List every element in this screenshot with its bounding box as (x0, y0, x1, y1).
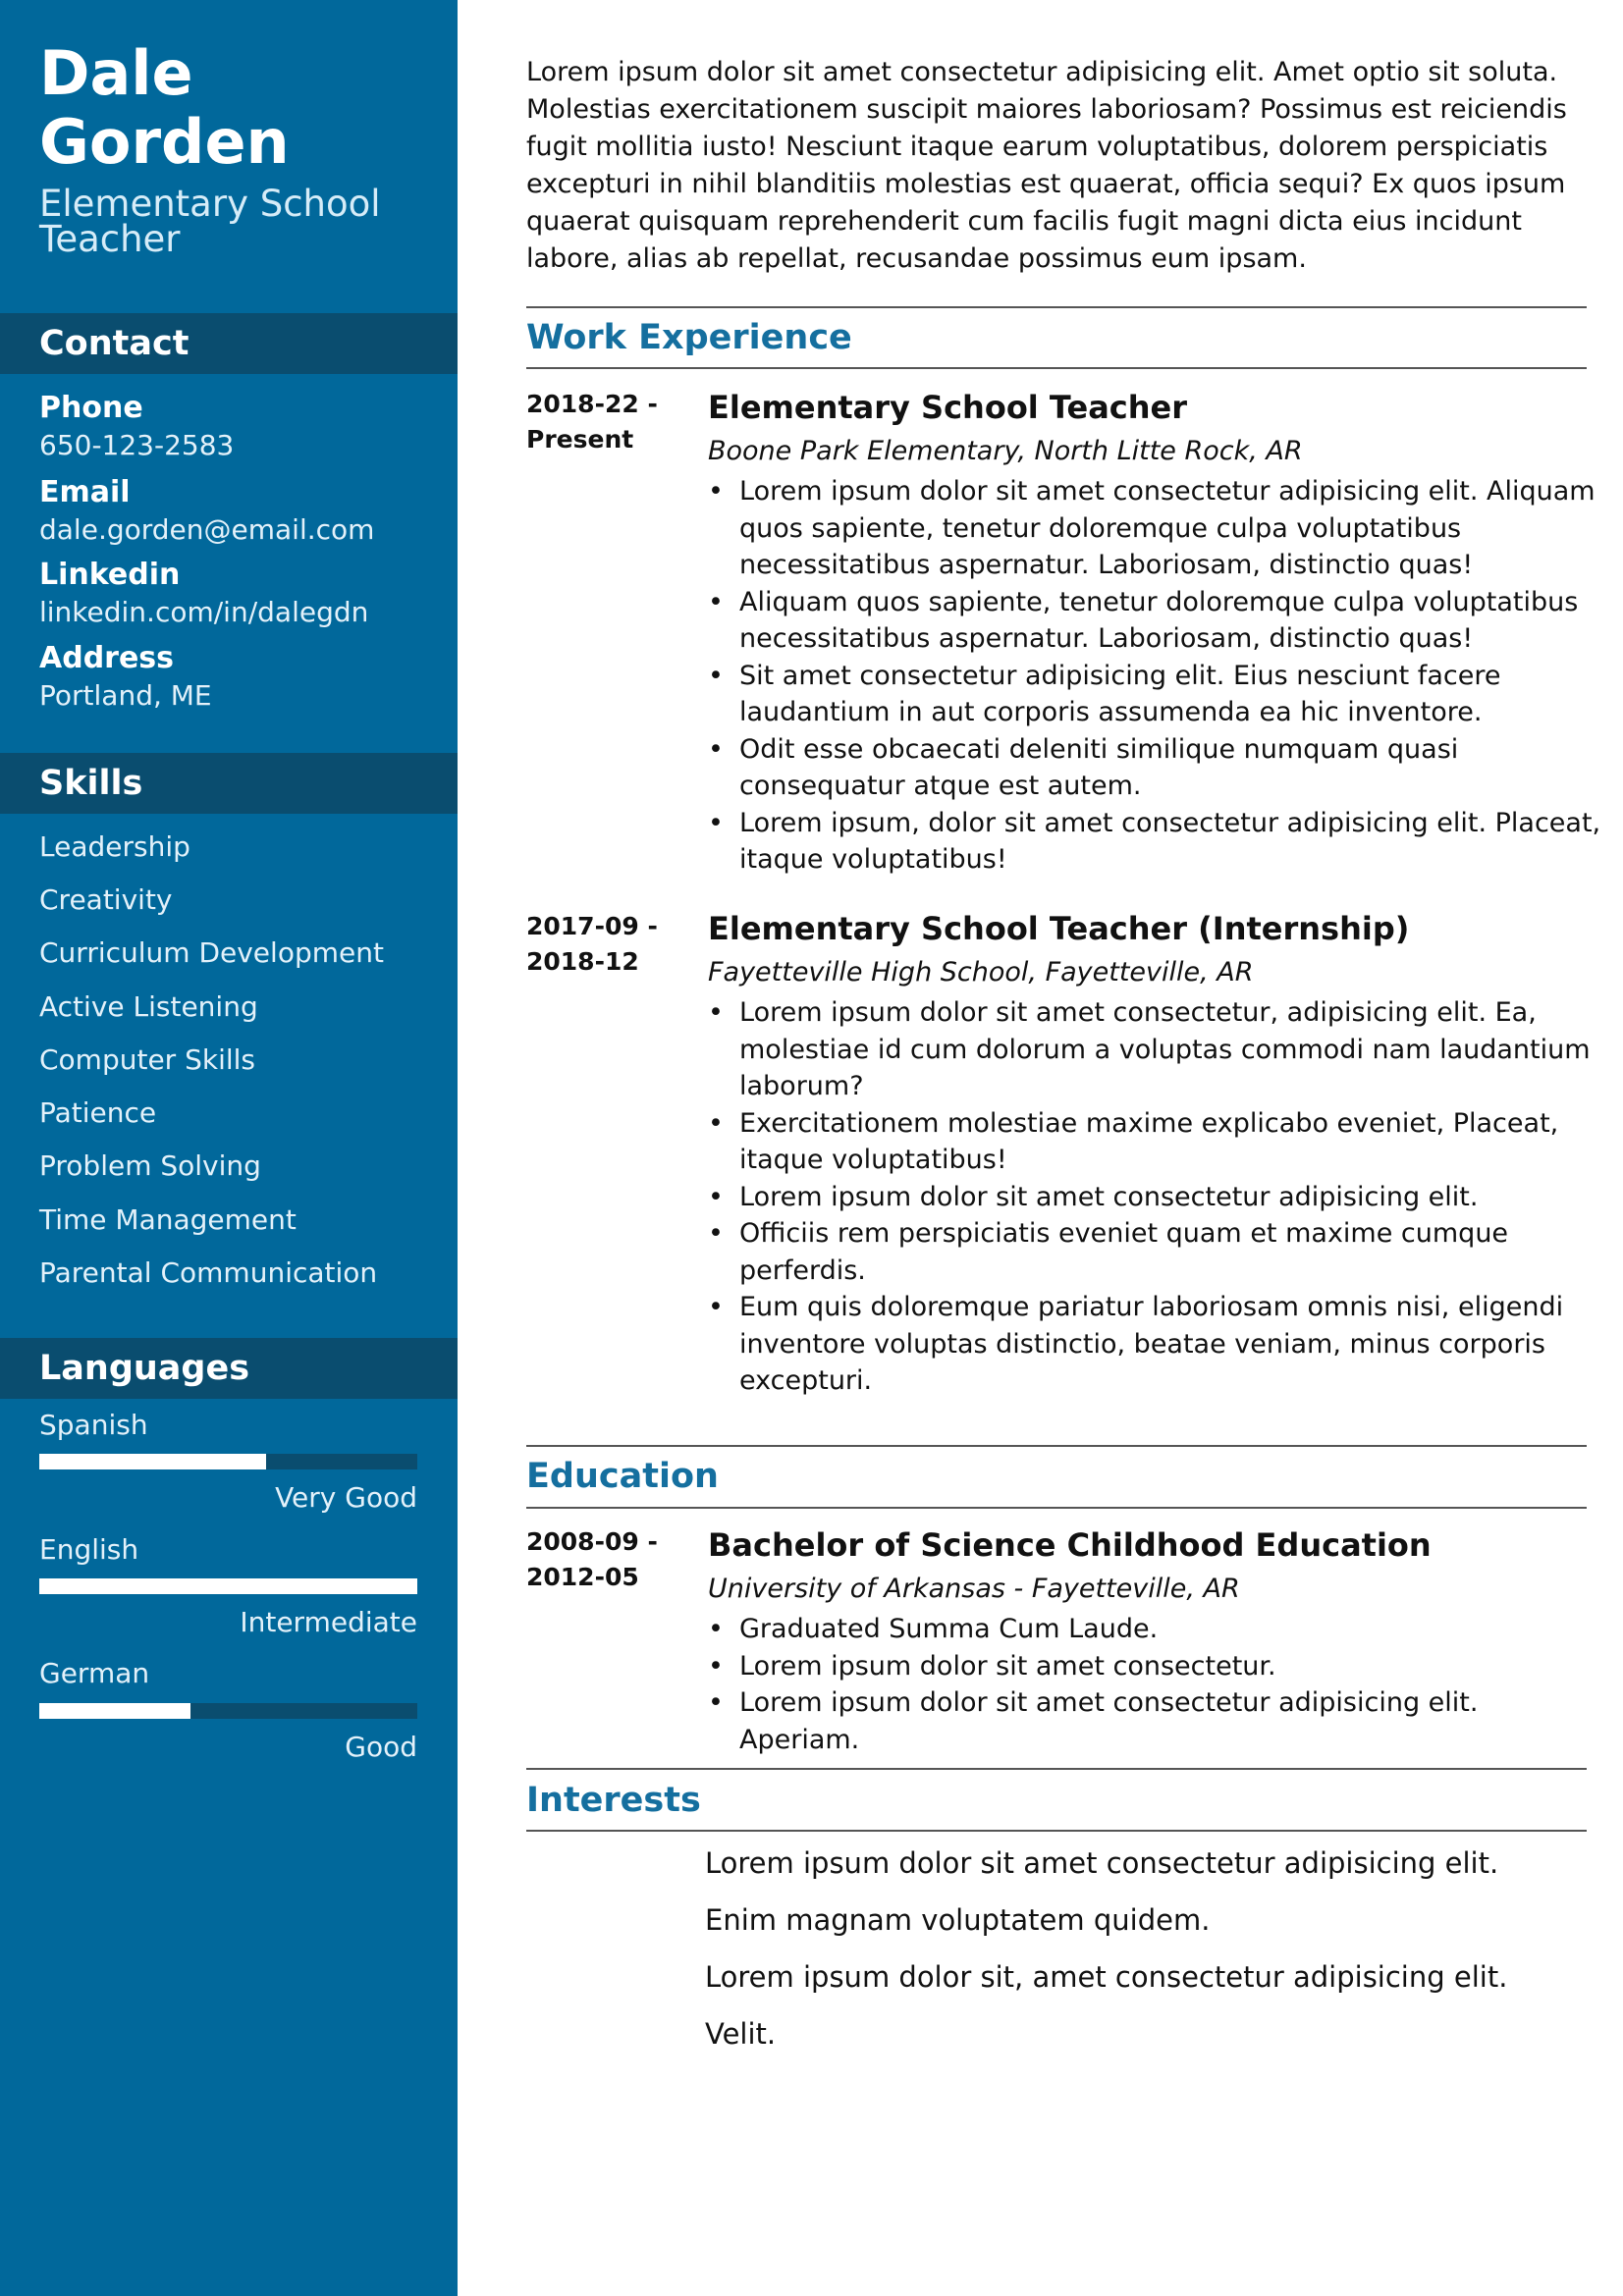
degree-title: Bachelor of Science Childhood Education (708, 1526, 1432, 1564)
job-date (526, 909, 674, 980)
list-item: • Odit esse obcaecati deleniti similique numquam quasi consequatur atque est autem. (739, 731, 1603, 805)
section-divider (526, 1768, 1587, 1770)
job-date-start: 2018-22 - (526, 390, 658, 418)
school-name: University of Arkansas - Fayetteville, AR (708, 1574, 1240, 1604)
education-bullets (708, 1611, 1603, 1758)
job-title: Elementary School Teacher (Internship) (708, 910, 1410, 947)
education-date-end: 2012-05 (526, 1563, 639, 1591)
job-organization: Fayetteville High School, Fayetteville, AR (708, 957, 1254, 988)
skill-item: Problem Solving (39, 1149, 261, 1182)
list-item: • Lorem ipsum dolor sit amet consectetur. (739, 1648, 1603, 1685)
address-value: Portland, ME (39, 679, 212, 712)
language-bar (39, 1454, 417, 1469)
list-item: • Lorem ipsum dolor sit amet consectetur adipisicing elit. Aperiam. (739, 1684, 1603, 1758)
language-bar-fill (39, 1454, 266, 1469)
list-item: • Sit amet consectetur adipisicing elit. Eius nesciunt facere laudantium in aut corporis assumenda ea hic inventore. (739, 658, 1603, 731)
skills-heading: Skills (0, 753, 458, 814)
address-label: Address (39, 641, 175, 675)
skill-item: Curriculum Development (39, 936, 384, 969)
list-item: • Officiis rem perspiciatis eveniet quam et maxime cumque perferdis. (739, 1215, 1603, 1289)
email-label: Email (39, 475, 131, 509)
title-line-1: Elementary School (39, 183, 381, 225)
main-content (458, 0, 1623, 2296)
language-level: Very Good (275, 1481, 417, 1514)
language-level: Intermediate (240, 1606, 417, 1638)
list-item: • Graduated Summa Cum Laude. (739, 1611, 1603, 1648)
job-bullets (708, 994, 1603, 1400)
section-divider (526, 1445, 1587, 1447)
job-title: Elementary School Teacher (708, 389, 1188, 426)
list-item: • Exercitationem molestiae maxime explicabo eveniet, Placeat, itaque voluptatibus! (739, 1105, 1603, 1179)
job-date-end: 2018-12 (526, 947, 639, 976)
education-date-start: 2008-09 - (526, 1527, 658, 1556)
interests-heading: Interests (526, 1781, 701, 1820)
list-item: • Lorem ipsum, dolor sit amet consectetur adipisicing elit. Placeat, itaque voluptatibus! (739, 805, 1603, 879)
profile-summary: Lorem ipsum dolor sit amet consectetur adipisicing elit. Amet optio sit soluta. Molestias exercitationem suscipit maiores laboriosam? Possimus est reiciendis fugit mollitia iusto! Nesciunt itaque earum voluptatibus, dolorem perspiciatis excepturi in nihil blanditiis molestias est quaerat, officia sequi? Ex quos ipsum quaerat quisquam reprehenderit cum facilis fugit magni dicta eius incidunt labore, alias ab repellat, recusandae possimus eum ipsam. (526, 57, 1567, 274)
section-divider (526, 1507, 1587, 1509)
job-date-start: 2017-09 - (526, 912, 658, 940)
skill-item: Parental Communication (39, 1256, 378, 1289)
email-value: dale.gorden@email.com (39, 513, 375, 546)
skill-item: Time Management (39, 1203, 297, 1236)
phone-value: 650-123-2583 (39, 429, 235, 461)
list-item: • Lorem ipsum dolor sit amet consectetur adipisicing elit. Aliquam quos sapiente, tenetur doloremque culpa voluptatibus necessitatibus aspernatur. Laboriosam, distinctio quas! (739, 473, 1603, 584)
language-bar-fill (39, 1578, 417, 1594)
skill-item: Leadership (39, 830, 190, 863)
skill-item: Creativity (39, 883, 173, 916)
linkedin-label: Linkedin (39, 558, 181, 592)
list-item: • Lorem ipsum dolor sit amet consectetur, adipisicing elit. Ea, molestiae id cum dolorum a voluptas commodi nam laudantium laborum? (739, 994, 1603, 1105)
section-divider (526, 367, 1587, 369)
work-experience-heading: Work Experience (526, 318, 852, 357)
name-last: Gorden (39, 106, 290, 178)
candidate-name (39, 39, 452, 177)
list-item: • Eum quis doloremque pariatur laboriosam omnis nisi, eligendi inventore voluptas distinctio, beatae veniam, minus corporis excepturi. (739, 1289, 1603, 1400)
sidebar (0, 0, 458, 2296)
linkedin-value: linkedin.com/in/dalegdn (39, 596, 369, 628)
job-date-end: Present (526, 425, 634, 454)
language-name: German (39, 1657, 150, 1689)
language-bar-fill (39, 1703, 190, 1719)
job-organization: Boone Park Elementary, North Litte Rock, AR (708, 436, 1303, 466)
phone-label: Phone (39, 391, 143, 425)
section-divider (526, 1830, 1587, 1832)
skill-item: Active Listening (39, 990, 258, 1023)
job-title-heading (39, 183, 452, 260)
contact-heading: Contact (0, 313, 458, 374)
name-first: Dale (39, 37, 193, 109)
language-bar (39, 1578, 417, 1594)
list-item: • Aliquam quos sapiente, tenetur doloremque culpa voluptatibus necessitatibus aspernatur. Laboriosam, distinctio quas! (739, 584, 1603, 658)
list-item: • Lorem ipsum dolor sit amet consectetur adipisicing elit. (739, 1179, 1603, 1216)
languages-heading: Languages (0, 1338, 458, 1399)
education-date (526, 1524, 674, 1595)
title-line-2: Teacher (39, 218, 181, 260)
interest-item: Lorem ipsum dolor sit, amet consectetur adipisicing elit. Velit. (705, 1960, 1508, 2051)
skill-item: Patience (39, 1096, 157, 1129)
skill-item: Computer Skills (39, 1043, 256, 1076)
job-date (526, 387, 674, 457)
language-name: Spanish (39, 1409, 148, 1441)
language-name: English (39, 1533, 139, 1566)
language-level: Good (345, 1731, 417, 1763)
language-bar (39, 1703, 417, 1719)
job-bullets (708, 473, 1603, 879)
section-divider (526, 306, 1587, 308)
education-heading: Education (526, 1457, 719, 1496)
interest-item: Lorem ipsum dolor sit amet consectetur adipisicing elit. Enim magnam voluptatem quidem. (705, 1846, 1499, 1937)
